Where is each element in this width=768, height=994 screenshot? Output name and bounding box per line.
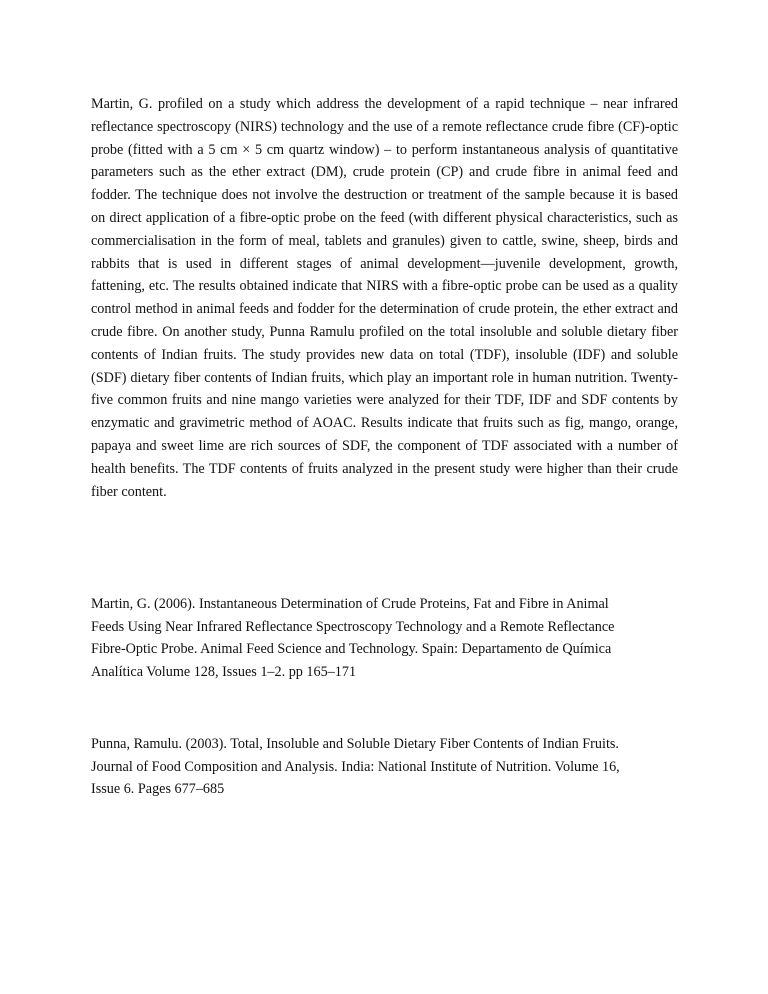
reference-line: Journal of Food Composition and Analysis. India: National Institute of Nutrition. Volume 16, xyxy=(91,758,620,775)
reference-line: Martin, G. (2006). Instantaneous Determination of Crude Proteins, Fat and Fibre in Animal xyxy=(91,596,609,612)
reference-line: Feeds Using Near Infrared Reflectance Spectroscopy Technology and a Remote Reflectance xyxy=(91,618,615,635)
reference-punna xyxy=(91,733,678,801)
reference-line: Analítica Volume 128, Issues 1–2. pp 165–171 xyxy=(91,663,357,680)
reference-martin xyxy=(91,593,678,683)
body-paragraph: Martin, G. profiled on a study which address the development of a rapid technique – near infrared reflectance spectroscopy (NIRS) technology and the use of a remote reflectance crude fibre (CF)-optic probe (fitted with a 5 cm × 5 cm quartz window) – to perform instantaneous analysis of quantitative parameters such as the ether extract (DM), crude protein (CP) and crude fibre in animal feed and fodder. The technique does not involve the destruction or treatment of the sample because it is based on direct application of a fibre-optic probe on the feed (with different physical characteristics, such as commercialisation in the form of meal, tablets and granules) given to cattle, swine, sheep, birds and rabbits that is used in different stages of animal development—juvenile development, growth, fattening, etc. The results obtained indicate that NIRS with a fibre-optic probe can be used as a quality control method in animal feeds and fodder for the determination of crude protein, the ether extract and crude fibre. On another study, Punna Ramulu profiled on the total insoluble and soluble dietary fiber contents of Indian fruits. The study provides new data on total (TDF), insoluble (IDF) and soluble (SDF) dietary fiber contents of Indian fruits, which play an important role in human nutrition. Twenty-five common fruits and nine mango varieties were analyzed for their TDF, IDF and SDF contents by enzymatic and gravimetric method of AOAC. Results indicate that fruits such as fig, mango, orange, papaya and sweet lime are rich sources of SDF, the component of TDF associated with a number of health benefits. The TDF contents of fruits analyzed in the present study were higher than their crude fiber content. xyxy=(91,96,678,500)
reference-line: Fibre-Optic Probe. Animal Feed Science and Technology. Spain: Departamento de Química xyxy=(91,641,612,658)
reference-line: Issue 6. Pages 677–685 xyxy=(91,781,225,798)
reference-line: Punna, Ramulu. (2003). Total, Insoluble and Soluble Dietary Fiber Contents of Indian Fruits. xyxy=(91,736,619,752)
